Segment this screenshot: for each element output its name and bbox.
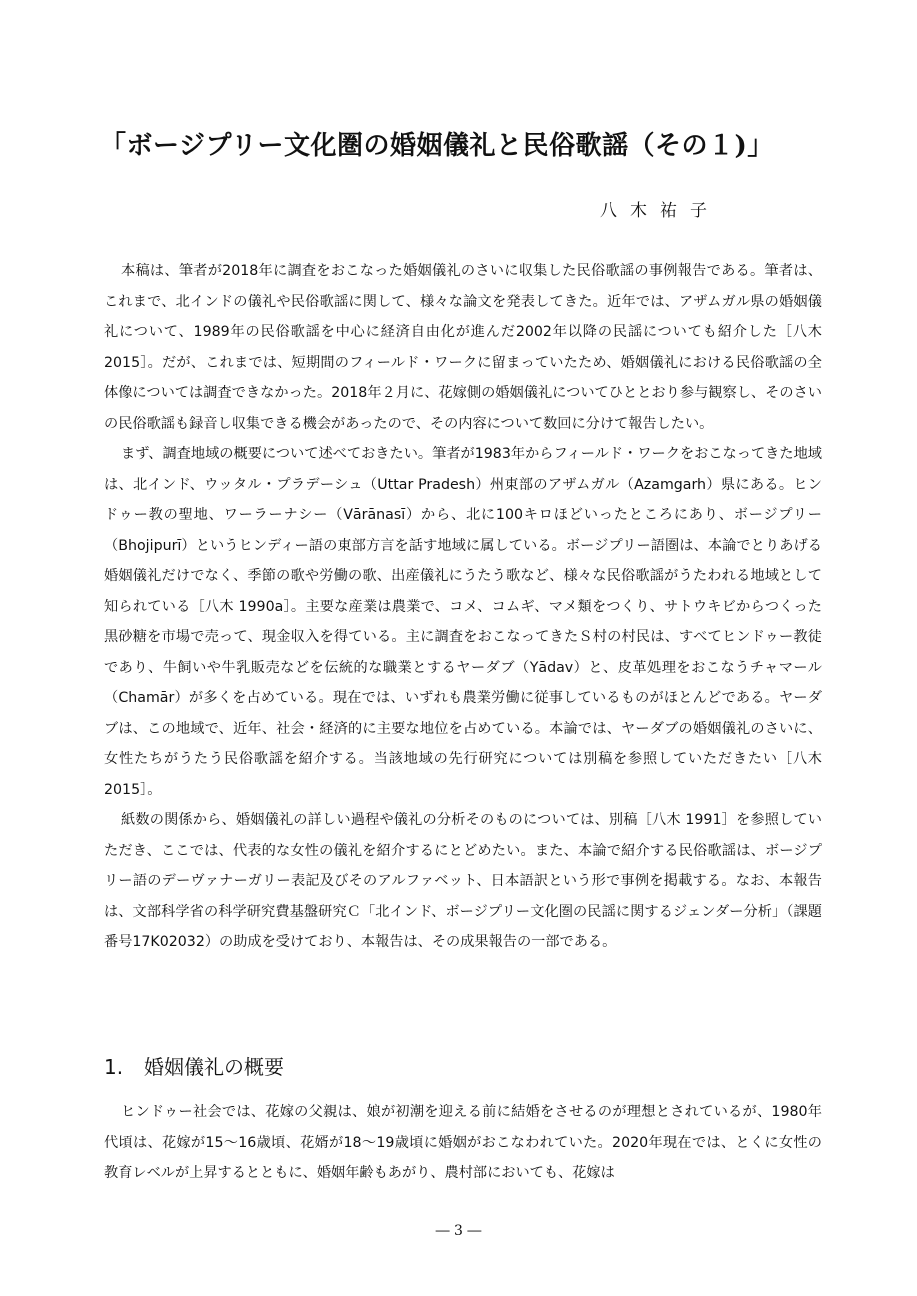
intro-paragraph-2: まず、調査地域の概要について述べておきたい。筆者が1983年からフィールド・ワークをおこなってきた地域は、北インド、ウッタル・プラデーシュ（Uttar Pradesh）州東部のアザムガル（Azamgarh）県にある。ヒンドゥー教の聖地、ワーラーナシー（Vārānasī）から、北に100キロほどいったところにあり、ボージプリー（Bhojipurī）というヒンディー語の東部方言を話す地域に属している。ボージプリー語圏は、本論でとりあげる婚姻儀礼だけでなく、季節の歌や労働の歌、出産儀礼にうたう歌など、様々な民俗歌謡がうたわれる地域として知られている［八木 1990a］。主要な産業は農業で、コメ、コムギ、マメ類をつくり、サトウキビからつくった黒砂糖を市場で売って、現金収入を得ている。主に調査をおこなってきたＳ村の村民は、すべてヒンドゥー教徒であり、牛飼いや牛乳販売などを伝統的な職業とするヤーダブ（Yādav）と、皮革処理をおこなうチャマール（Chamār）が多くを占めている。現在では、いずれも農業労働に従事しているものがほとんどである。ヤーダブは、この地域で、近年、社会・経済的に主要な地位を占めている。本論では、ヤーダブの婚姻儀礼のさいに、女性たちがうたう民俗歌謡を紹介する。当該地域の先行研究については別稿を参照していただきたい［八木 2015］。 <box>104 446 822 798</box>
article-title: 「ボージプリー文化圏の婚姻儀礼と民俗歌謡（その１)」 <box>100 131 774 161</box>
section-number: 1. <box>104 1055 124 1079</box>
intro-paragraph-1: 本稿は、筆者が2018年に調査をおこなった婚姻儀礼のさいに収集した民俗歌謡の事例報告である。筆者は、これまで、北インドの儀礼や民俗歌謡に関して、様々な論文を発表してきた。近年では、アザムガル県の婚姻儀礼について、1989年の民俗歌謡を中心に経済自由化が進んだ2002年以降の民謡についても紹介した［八木 2015］。だが、これまでは、短期間のフィールド・ワークに留まっていたため、婚姻儀礼における民俗歌謡の全体像については調査できなかった。2018年２月に、花嫁側の婚姻儀礼についてひととおり参与観察し、そのさいの民俗歌謡も録音し収集できる機会があったので、その内容について数回に分けて報告したい。 <box>104 263 822 432</box>
section-title: 婚姻儀礼の概要 <box>144 1055 284 1079</box>
section-heading <box>104 1052 284 1082</box>
page-number: ― 3 ― <box>435 1223 482 1239</box>
intro-paragraph-3: 紙数の関係から、婚姻儀礼の詳しい過程や儀礼の分析そのものについては、別稿［八木 1991］を参照していただき、ここでは、代表的な女性の儀礼を紹介するにとどめたい。また、本論で紹介する民俗歌謡は、ボージプリー語のデーヴァナーガリー表記及びそのアルファベット、日本語訳という形で事例を掲載する。なお、本報告は、文部科学省の科学研究費基盤研究Ｃ「北インド、ボージプリー文化圏の民謡に関するジェンダー分析」（課題番号17K02032）の助成を受けており、本報告は、その成果報告の一部である。 <box>104 812 822 950</box>
author-name: 八木祐子 <box>600 201 720 221</box>
section-paragraph-1: ヒンドゥー社会では、花嫁の父親は、娘が初潮を迎える前に結婚をさせるのが理想とされているが、1980年代頃は、花嫁が15～16歳頃、花婿が18～19歳頃に婚姻がおこなわれていた。2020年現在では、とくに女性の教育レベルが上昇するとともに、婚姻年齢もあがり、農村部においても、花嫁は <box>104 1104 822 1181</box>
intro-body <box>104 256 822 958</box>
section-body <box>104 1097 822 1189</box>
